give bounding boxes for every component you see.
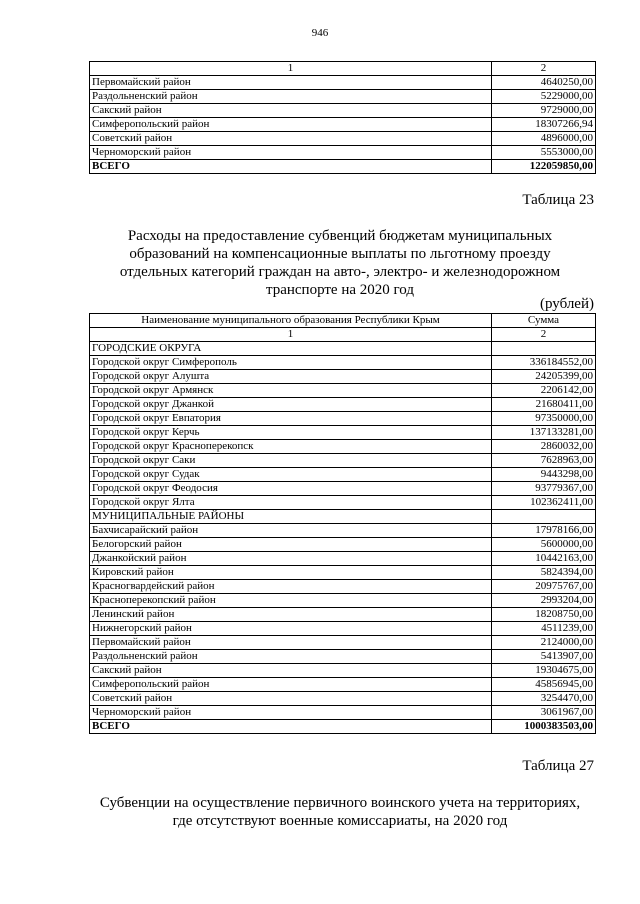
- amount-value: 3061967,00: [492, 706, 596, 720]
- table-row: [90, 496, 596, 510]
- municipality-name: Городской округ Судак: [90, 468, 492, 482]
- municipality-name: Городской округ Симферополь: [90, 356, 492, 370]
- amount-value: 18307266,94: [492, 118, 596, 132]
- column-number-cell: 2: [492, 62, 596, 76]
- table-row: [90, 692, 596, 706]
- amount-value: 24205399,00: [492, 370, 596, 384]
- column-number-cell: 1: [90, 328, 492, 342]
- table-row: [90, 104, 596, 118]
- amount-value: 9729000,00: [492, 104, 596, 118]
- municipality-name: Бахчисарайский район: [90, 524, 492, 538]
- municipality-name: Раздольненский район: [90, 650, 492, 664]
- table-row: [90, 636, 596, 650]
- municipality-name: Ленинский район: [90, 608, 492, 622]
- column-number-cell: 1: [90, 62, 492, 76]
- table-23-title: [80, 227, 600, 299]
- total-value: 1000383503,00: [492, 720, 596, 734]
- table-row: [90, 370, 596, 384]
- municipality-name: Городской округ Армянск: [90, 384, 492, 398]
- amount-value: 5413907,00: [492, 650, 596, 664]
- municipality-name: Городской округ Ялта: [90, 496, 492, 510]
- amount-value: 97350000,00: [492, 412, 596, 426]
- municipality-name: Советский район: [90, 132, 492, 146]
- table-row: [90, 566, 596, 580]
- municipality-name: Джанкойский район: [90, 552, 492, 566]
- section-heading-municipal-districts: МУНИЦИПАЛЬНЫЕ РАЙОНЫ: [90, 510, 492, 524]
- amount-value: 5600000,00: [492, 538, 596, 552]
- amount-value: 17978166,00: [492, 524, 596, 538]
- table-row: [90, 146, 596, 160]
- table-row: [90, 90, 596, 104]
- column-number-cell: 2: [492, 328, 596, 342]
- amount-value: 18208750,00: [492, 608, 596, 622]
- empty-cell: [492, 342, 596, 356]
- table-row: [90, 398, 596, 412]
- table-row: [90, 482, 596, 496]
- table-27-title-line: Субвенции на осуществление первичного воинского учета на территориях,: [99, 795, 581, 811]
- amount-value: 4640250,00: [492, 76, 596, 90]
- amount-value: 5824394,00: [492, 566, 596, 580]
- municipality-name: Кировский район: [90, 566, 492, 580]
- table-27-title-line: где отсутствуют военные комиссариаты, на 2020 год: [172, 813, 508, 829]
- municipality-name: Раздольненский район: [90, 90, 492, 104]
- amount-value: 5553000,00: [492, 146, 596, 160]
- amount-value: 19304675,00: [492, 664, 596, 678]
- amount-value: 102362411,00: [492, 496, 596, 510]
- table-row: [90, 664, 596, 678]
- amount-value: 2860032,00: [492, 440, 596, 454]
- column-header-name: Наименование муниципального образования Республики Крым: [90, 314, 492, 328]
- table-row: [90, 552, 596, 566]
- municipality-name: Городской округ Евпатория: [90, 412, 492, 426]
- table-23-title-line: образований на компенсационные выплаты по льготному проезду: [129, 246, 551, 262]
- column-header-sum: Сумма: [492, 314, 596, 328]
- amount-value: 9443298,00: [492, 468, 596, 482]
- table-row: [90, 356, 596, 370]
- amount-value: 3254470,00: [492, 692, 596, 706]
- total-label: ВСЕГО: [90, 720, 492, 734]
- amount-value: 5229000,00: [492, 90, 596, 104]
- municipality-name: Первомайский район: [90, 76, 492, 90]
- table-row: [90, 118, 596, 132]
- amount-value: 20975767,00: [492, 580, 596, 594]
- table-23-title-line: Расходы на предоставление субвенций бюджетам муниципальных: [127, 228, 553, 244]
- table-row: [90, 706, 596, 720]
- municipality-name: Первомайский район: [90, 636, 492, 650]
- table-23-caption: Таблица 23: [522, 192, 594, 208]
- table-27-caption: Таблица 27: [522, 758, 594, 774]
- column-number-row: [90, 62, 596, 76]
- municipality-name: Симферопольский район: [90, 678, 492, 692]
- table-row: [90, 608, 596, 622]
- amount-value: 4511239,00: [492, 622, 596, 636]
- amount-value: 336184552,00: [492, 356, 596, 370]
- municipality-name: Городской округ Феодосия: [90, 482, 492, 496]
- municipality-name: Советский район: [90, 692, 492, 706]
- table-row: [90, 454, 596, 468]
- amount-value: 93779367,00: [492, 482, 596, 496]
- amount-value: 10442163,00: [492, 552, 596, 566]
- table-row: [90, 594, 596, 608]
- amount-value: 2993204,00: [492, 594, 596, 608]
- table-row: [90, 650, 596, 664]
- table-23: [89, 313, 596, 734]
- total-row: [90, 160, 596, 174]
- table-row: [90, 538, 596, 552]
- municipality-name: Красноперекопский район: [90, 594, 492, 608]
- units-label: (рублей): [539, 296, 594, 312]
- municipality-name: Городской округ Красноперекопск: [90, 440, 492, 454]
- amount-value: 7628963,00: [492, 454, 596, 468]
- table-row: [90, 580, 596, 594]
- municipality-name: Городской округ Керчь: [90, 426, 492, 440]
- table-23-title-line: транспорте на 2020 год: [265, 282, 415, 298]
- column-number-row: [90, 328, 596, 342]
- municipality-name: Нижнегорский район: [90, 622, 492, 636]
- total-value: 122059850,00: [492, 160, 596, 174]
- table-23-title-line: отдельных категорий граждан на авто-, электро- и железнодорожном: [119, 264, 561, 280]
- table-row: [90, 412, 596, 426]
- empty-cell: [492, 510, 596, 524]
- amount-value: 137133281,00: [492, 426, 596, 440]
- municipality-name: Черноморский район: [90, 146, 492, 160]
- municipality-name: Черноморский район: [90, 706, 492, 720]
- table-row: [90, 440, 596, 454]
- table-27-title: [80, 794, 600, 830]
- amount-value: 2206142,00: [492, 384, 596, 398]
- table-row: [90, 678, 596, 692]
- column-header-row: [90, 314, 596, 328]
- municipality-name: Сакский район: [90, 664, 492, 678]
- total-label: ВСЕГО: [90, 160, 492, 174]
- table-row: [90, 468, 596, 482]
- municipality-name: Городской округ Саки: [90, 454, 492, 468]
- municipality-name: Красногвардейский район: [90, 580, 492, 594]
- amount-value: 4896000,00: [492, 132, 596, 146]
- amount-value: 45856945,00: [492, 678, 596, 692]
- municipality-name: Сакский район: [90, 104, 492, 118]
- table-row: [90, 426, 596, 440]
- section-row: [90, 510, 596, 524]
- amount-value: 21680411,00: [492, 398, 596, 412]
- municipality-name: Городской округ Джанкой: [90, 398, 492, 412]
- municipality-name: Симферопольский район: [90, 118, 492, 132]
- table-top-continuation: [89, 61, 596, 174]
- municipality-name: Белогорский район: [90, 538, 492, 552]
- page-number: 946: [311, 27, 329, 39]
- municipality-name: Городской округ Алушта: [90, 370, 492, 384]
- total-row: [90, 720, 596, 734]
- table-row: [90, 76, 596, 90]
- table-row: [90, 524, 596, 538]
- table-row: [90, 622, 596, 636]
- table-row: [90, 132, 596, 146]
- section-row: [90, 342, 596, 356]
- amount-value: 2124000,00: [492, 636, 596, 650]
- section-heading-city-districts: ГОРОДСКИЕ ОКРУГА: [90, 342, 492, 356]
- table-row: [90, 384, 596, 398]
